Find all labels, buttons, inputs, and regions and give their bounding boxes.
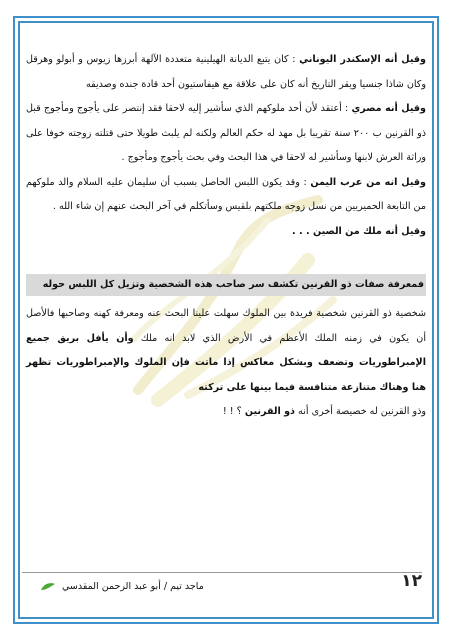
paragraph-text: : كان يتبع الديانة الهيلينية متعددة الآلهة أبرزها زيوس و أبولو وهرقل وكان شاذا جنسيا ويقر التاريخ أنه كان على علاقة مع هيفاستيون أحد قادة جنده وصديقه (26, 54, 426, 90)
page-number: ١٢ (401, 571, 422, 591)
section-paragraph (26, 302, 426, 400)
paragraph-alexander (26, 48, 426, 97)
page-footer (22, 572, 422, 597)
paragraph-label: وقيل انه من عرب اليمن (310, 176, 426, 188)
paragraph-china (26, 220, 426, 245)
paragraph-text: : أعتقد لأن أحد ملوكهم الذي سأشير إليه لاحقا فقد إنتصر على يأجوج ومأجوج قبل ذو القرنين ب ٢٠٠ سنة تقريبا بل مهد له حكم العالم ولكنه لم يلبث طويلا حتى قتلته زوجته خوفا على وراثة العرش لابنها وسأشير له لاحقا في هذا البحث وفي بحث يأجوج ومأجوج . (26, 103, 426, 163)
leaf-icon (40, 582, 56, 592)
paragraph-text: : وقد يكون اللبس الحاصل بسبب أن سليمان عليه السلام والد ملوكهم من التابعة الحميريين من نسل زوجه ملكتهم بلقيس وسأتكلم في آخر البحث عنهم إن شاء الله . (26, 176, 426, 212)
section-text-bold: ذو القرنين (244, 406, 295, 417)
paragraph-label: وقيل أنه ملك من الصين . . . (291, 225, 426, 237)
author-name: ماجد تيم / أبو عبد الرحمن المقدسي (62, 581, 204, 592)
paragraph-yemen (26, 171, 426, 220)
section-text: ؟ ! ! (222, 406, 242, 417)
paragraph-label: وقيل أنه مصري (351, 103, 426, 114)
paragraph-label: وقيل أنه الإسكندر اليوناني (299, 54, 426, 65)
section-text-bold: وأن يأفل بريق جميع الإمبراطوريات وتضعف وبشكل معاكس إذا ماتت فإن الملوك والإمبراطوريات تظهر هنا وهناك متنازعة متنافسة فيما بينها على تركته (26, 332, 426, 393)
section-spacer (26, 244, 426, 274)
section-text: وذو القرنين له خصيصة أخرى أنه (298, 406, 426, 417)
document-body (26, 48, 426, 425)
section-heading: فمعرفة صفات ذو القرنين تكشف سر صاحب هذه الشخصية وتزيل كل اللبس حوله (26, 274, 426, 296)
section-paragraph-end (26, 400, 426, 425)
paragraph-egyptian (26, 97, 426, 171)
section-text: شخصية ذو القرنين شخصية فريدة بين الملوك سهلت علينا البحث عنه ومعرفة كهنه وصاحبها فالأصل أن يكون في زمنه الملك الأعظم في الأرض الذي لابد انه ملك (26, 308, 426, 344)
